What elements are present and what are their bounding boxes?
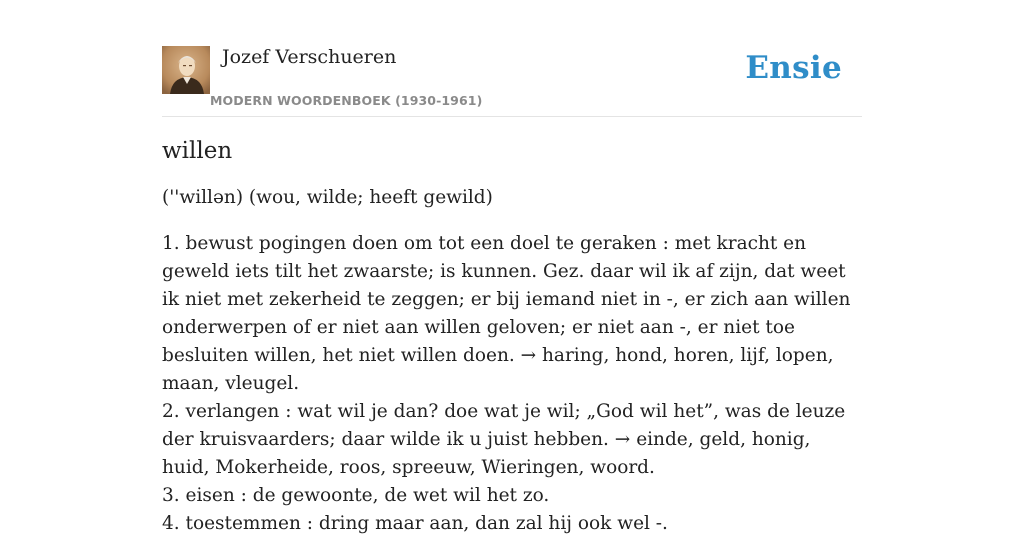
entry-definition — [162, 230, 862, 538]
brand-logo[interactable]: Ensie — [745, 50, 842, 86]
sense-2: 2. verlangen : wat wil je dan? doe wat je wil; „God wil het”, was de leuze der kruisvaarders; daar wilde ik u juist hebben. → einde, geld, honig, huid, Mokerheide, roos, spreeuw, Wieringen, woord. — [162, 401, 846, 478]
entry-content — [162, 138, 862, 538]
dictionary-name[interactable]: MODERN WOORDENBOEK (1930-1961) — [210, 93, 483, 108]
sense-3: 3. eisen : de gewoonte, de wet wil het zo. — [162, 485, 550, 506]
author-portrait-icon — [162, 46, 210, 94]
author-avatar[interactable] — [162, 46, 210, 94]
sense-4: 4. toestemmen : dring maar aan, dan zal hij ook wel -. — [162, 513, 668, 534]
entry-header — [162, 46, 862, 117]
entry-pronunciation: (''willən) (wou, wilde; heeft gewild) — [162, 187, 493, 208]
author-name[interactable]: Jozef Verschueren — [222, 46, 397, 68]
sense-1: 1. bewust pogingen doen om tot een doel te geraken : met kracht en geweld iets tilt het zwaarste; is kunnen. Gez. daar wil ik af zijn, dat weet ik niet met zekerheid te zeggen; er bij iemand niet in -, er zich aan willen onderwerpen of er niet aan willen geloven; er niet aan -, er niet toe besluiten willen, het niet willen doen. → haring, hond, horen, lijf, lopen, maan, vleugel. — [162, 233, 851, 394]
entry-headword: willen — [162, 138, 233, 164]
